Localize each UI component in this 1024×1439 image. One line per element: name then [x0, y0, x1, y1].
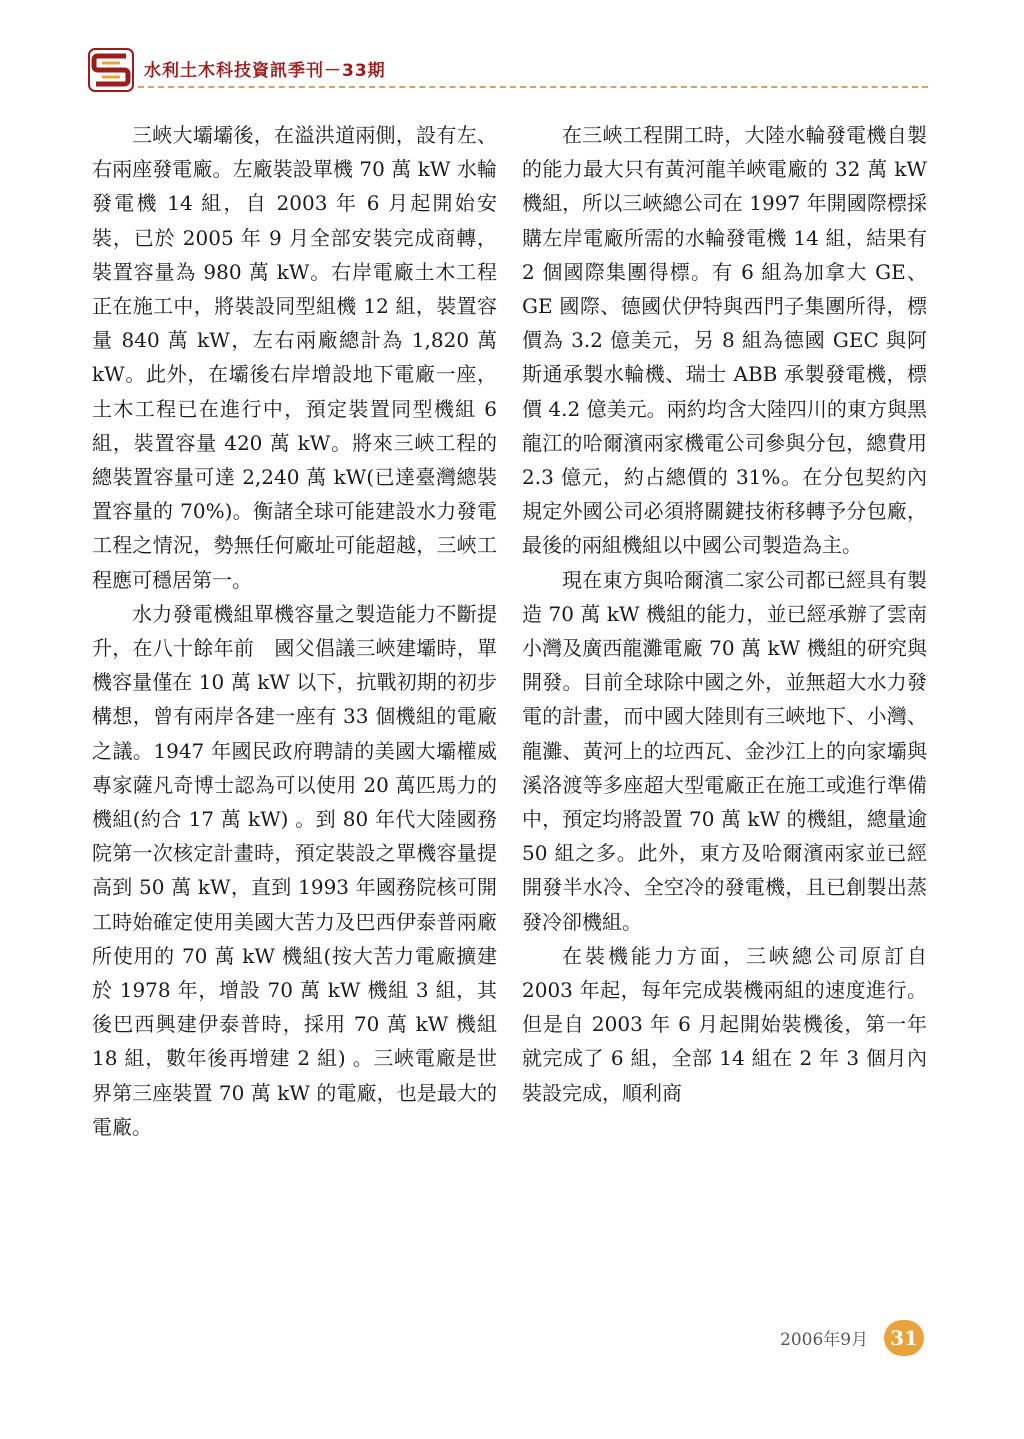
journal-logo-icon: [88, 48, 134, 92]
paragraph: 水力發電機組單機容量之製造能力不斷提升，在八十餘年前 國父倡議三峽建壩時，單機容量僅在 10 萬 kW 以下，抗戰初期的初步構想，曾有兩岸各建一座有 33 個機組的電廠之議。1947 年國民政府聘請的美國大壩權威專家薩凡奇博士認為可以使用 20 萬匹馬力的機組(約合 17 萬 kW) 。到 80 年代大陸國務院第一次核定計畫時，預定裝設之單機容量提高到 50 萬 kW，直到 1993 年國務院核可開工時始確定使用美國大苦力及巴西伊泰普兩廠所使用的 70 萬 kW 機組(按大苦力電廠擴建於 1978 年，增設 70 萬 kW 機組 3 組，其後巴西興建伊泰普時，採用 70 萬 kW 機組 18 組，數年後再增建 2 組) 。三峽電廠是世界第三座裝置 70 萬 kW 的電廠，也是最大的電廠。: [92, 601, 497, 1139]
paragraph: 三峽大壩壩後，在溢洪道兩側，設有左、右兩座發電廠。左廠裝設單機 70 萬 kW 水輪發電機 14 組，自 2003 年 6 月起開始安裝，已於 2005 年 9 月全部安裝完成商轉，裝置容量為 980 萬 kW。右岸電廠土木工程正在施工中，將裝設同型組機 12 組，裝置容量 840 萬 kW，左右兩廠總計為 1,820 萬 kW。此外，在壩後右岸增設地下電廠一座，土木工程已在進行中，預定裝置同型機組 6 組，裝置容量 420 萬 kW。將來三峽工程的總裝置容量可達 2,240 萬 kW(已達臺灣總裝置容量的 70%)。衡諸全球可能建設水力發電工程之情況，勢無任何廠址可能超越，三峽工程應可穩居第一。: [92, 123, 497, 592]
issue-date: 2006年9月: [780, 1330, 869, 1350]
left-column: [92, 118, 497, 1144]
paragraph: 現在東方與哈爾濱二家公司都已經具有製造 70 萬 kW 機組的能力，並已經承辦了雲南小灣及廣西龍灘電廠 70 萬 kW 機組的研究與開發。目前全球除中國之外，並無超大水力發電的計畫，而中國大陸則有三峽地下、小灣、龍灘、黃河上的垃西瓦、金沙江上的向家壩與溪洛渡等多座超大型電廠正在施工或進行準備中，預定均將設置 70 萬 kW 的機組，總量逾 50 組之多。此外，東方及哈爾濱兩家並已經開發半水冷、全空冷的發電機，且已創製出蒸發冷卻機組。: [522, 567, 927, 934]
paragraph: 在三峽工程開工時，大陸水輪發電機自製的能力最大只有黃河龍羊峽電廠的 32 萬 kW 機組，所以三峽總公司在 1997 年開國際標採購左岸電廠所需的水輪發電機 14 組，結果有 2 個國際集團得標。有 6 組為加拿大 GE、GE 國際、德國伏伊特與西門子集團所得，標價為 3.2 億美元，另 8 組為德國 GEC 與阿斯通承製水輪機、瑞士 ABB 承製發電機，標價 4.2 億美元。兩約均含大陸四川的東方與黑龍江的哈爾濱兩家機電公司參與分包，總費用 2.3 億元，約占總價的 31%。在分包契約內規定外國公司必須將關鍵技術移轉予分包廠，最後的兩組機組以中國公司製造為主。: [522, 123, 927, 558]
page-header: [88, 44, 928, 100]
header-divider: [138, 86, 928, 88]
paragraph: 在裝機能力方面，三峽總公司原訂自 2003 年起，每年完成裝機兩組的速度進行。但是自 2003 年 6 月起開始裝機後，第一年就完成了 6 組，全部 14 組在 2 年 3 個月內裝設完成，順利商: [522, 943, 927, 1105]
journal-title: 水利土木科技資訊季刊－33期: [144, 61, 386, 81]
page-number-badge: 31: [884, 1320, 924, 1356]
right-column: [522, 118, 927, 1110]
